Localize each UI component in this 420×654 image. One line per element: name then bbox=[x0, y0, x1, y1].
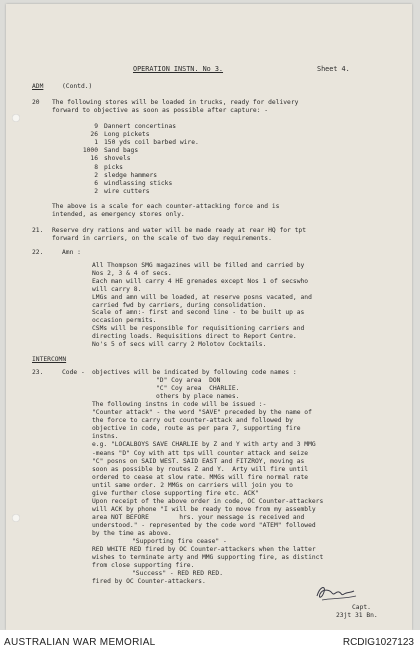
store-item-name: sledge hammers bbox=[104, 171, 158, 179]
para-23-line: from close supporting fire. bbox=[92, 562, 195, 570]
para-23-line: understood." - represented by the code word "ATEM" followed bbox=[92, 521, 316, 529]
para-22-number: 22. bbox=[32, 249, 44, 256]
store-item-qty: 1 bbox=[94, 139, 98, 147]
store-item-qty: 8 bbox=[94, 163, 98, 171]
para-23-line: by the time as above. bbox=[92, 530, 172, 537]
section-heading-adm: ADM bbox=[32, 83, 44, 90]
para-22-line: will carry 8. bbox=[92, 285, 142, 293]
para-23-line: "Supporting fire cease" - bbox=[132, 538, 227, 546]
para-23-line: will ACK by phone "I will be ready to move from my assembly bbox=[92, 505, 316, 513]
store-item-qty: 2 bbox=[94, 171, 98, 179]
contd-label: (Contd.) bbox=[62, 83, 93, 90]
para-23-line: "Success" - RED RED RED. bbox=[132, 570, 223, 578]
para-20-number: 20 bbox=[32, 99, 40, 106]
para-22-line: CSMs will be responsible for requisitioning carriers and bbox=[92, 325, 305, 333]
para-23-line: instns. bbox=[92, 433, 119, 441]
para-20-line: The following stores will be loaded in trucks, ready for delivery bbox=[52, 99, 299, 106]
para-23-line: "C" posns on SAID WEST. SAID EAST and FITZROY, moving as bbox=[92, 457, 305, 465]
para-23-line: fired by OC Counter-attackers. bbox=[92, 578, 206, 586]
para-22-line: No's 5 of secs will carry 2 Molotov Cocktails. bbox=[92, 341, 267, 348]
punch-hole bbox=[12, 514, 20, 522]
para-23-line: the force to carry out counter-attack and followed by bbox=[92, 417, 293, 425]
para-22-line: directing loads. Requisitions direct to Report Centre. bbox=[92, 333, 297, 341]
para-21-line: forward in carriers, on the scale of two day requirements. bbox=[52, 235, 272, 242]
store-item-name: shovels bbox=[104, 155, 131, 163]
store-item-qty: 16 bbox=[90, 155, 98, 163]
sheet-number: Sheet 4. bbox=[317, 65, 350, 73]
para-22-line: Each man will carry 4 HE grenades except Nos 1 of secswho bbox=[92, 277, 309, 285]
intercomn-heading: INTERCOMN bbox=[32, 356, 67, 363]
store-item-name: picks bbox=[104, 163, 123, 171]
store-item-name: Sand bags bbox=[104, 147, 139, 155]
document-title: OPERATION INSTN. No 3. bbox=[133, 65, 224, 73]
para-20-note: intended, as emergency stores only. bbox=[52, 211, 185, 218]
para-23-line: objectives will be indicated by following code names : bbox=[92, 369, 297, 376]
para-22-line: carried fwd by carriers, during consolidation. bbox=[92, 301, 267, 309]
para-23-line: The following instns in code will be issued :- bbox=[92, 401, 267, 409]
para-23-line: -means "D" Coy with att tps will counter attack and seize bbox=[92, 449, 309, 457]
para-22-line: occasion permits. bbox=[92, 317, 157, 325]
para-23-number: 23. bbox=[32, 369, 44, 376]
store-item-qty: 9 bbox=[94, 123, 98, 130]
para-22-line: Scale of amn:- first and second line - to be built up as bbox=[92, 309, 305, 317]
para-21-line: Reserve dry rations and water will be made ready at rear HQ for tpt bbox=[52, 227, 307, 234]
store-item-qty: 2 bbox=[94, 187, 98, 195]
signature-rank: Capt. bbox=[352, 604, 371, 611]
archive-name: AUSTRALIAN WAR MEMORIAL bbox=[4, 637, 156, 648]
para-23-line: e.g. "LOCALBOYS SAVE CHARLIE by Z and Y with arty and 3 MMG bbox=[92, 441, 316, 449]
archive-footer bbox=[0, 630, 420, 654]
para-22-line: Nos 2, 3 & 4 of secs. bbox=[92, 269, 172, 277]
para-23-line: Upon receipt of the above order in code, OC Counter-attackers bbox=[92, 497, 324, 505]
para-23-line: "C" Coy area CHARLIE. bbox=[156, 385, 240, 393]
para-23-line: give further close supporting fire etc. ACK" bbox=[92, 489, 259, 497]
para-23-line: wishes to terminate arty and MMG supporting fire, as distinct bbox=[92, 554, 324, 562]
para-23-line: objective in code, route as per para 7, supporting fire bbox=[92, 425, 301, 433]
para-22-label: Amn : bbox=[62, 249, 81, 256]
para-23-line: "D" Coy area DON bbox=[156, 377, 221, 385]
signature-date: 23jt 31 Bn. bbox=[336, 612, 378, 619]
para-23-line: others by place names. bbox=[156, 393, 240, 401]
para-23-label: Code - bbox=[62, 369, 85, 376]
store-item-name: windlassing sticks bbox=[104, 179, 173, 187]
handwritten-signature bbox=[314, 582, 358, 604]
para-23-line: "Counter attack" - the word "SAVE" preceded by the name of bbox=[92, 409, 312, 417]
para-23-line: ordered to cease at slow rate. MMGs will fire normal rate bbox=[92, 473, 309, 481]
store-item-name: wire cutters bbox=[104, 187, 150, 195]
store-item-name: Dannert concertinas bbox=[104, 123, 177, 130]
para-22-line: LMGs and amn will be loaded, at reserve posns vacated, and bbox=[92, 293, 312, 301]
document-page bbox=[6, 4, 412, 630]
para-20-line: forward to objective as soon as possible after capture: - bbox=[52, 107, 269, 114]
archive-reference: RCDIG1027123 bbox=[342, 637, 414, 648]
para-22-line: All Thompson SMG magazines will be filled and carried by bbox=[92, 262, 305, 269]
store-item-qty: 1000 bbox=[82, 147, 98, 155]
para-20-note: The above is a scale for each counter-attacking force and is bbox=[52, 203, 280, 210]
punch-hole bbox=[12, 114, 20, 122]
store-item-name: Long pickets bbox=[104, 131, 150, 139]
para-23-line: until same order. 2 MMGs on carriers will join you to bbox=[92, 481, 293, 489]
store-item-name: 150 yds coil barbed wire. bbox=[104, 139, 199, 147]
store-item-qty: 6 bbox=[94, 179, 98, 187]
store-item-qty: 26 bbox=[90, 131, 98, 139]
para-21-number: 21. bbox=[32, 227, 44, 234]
para-23-line: soon as possible by routes Z and Y. Arty will fire until bbox=[92, 465, 309, 473]
para-23-line: RED WHITE RED fired by OC Counter-attackers when the latter bbox=[92, 546, 316, 554]
para-23-line: area NOT BEFORE hrs. your message is received and bbox=[92, 513, 305, 521]
